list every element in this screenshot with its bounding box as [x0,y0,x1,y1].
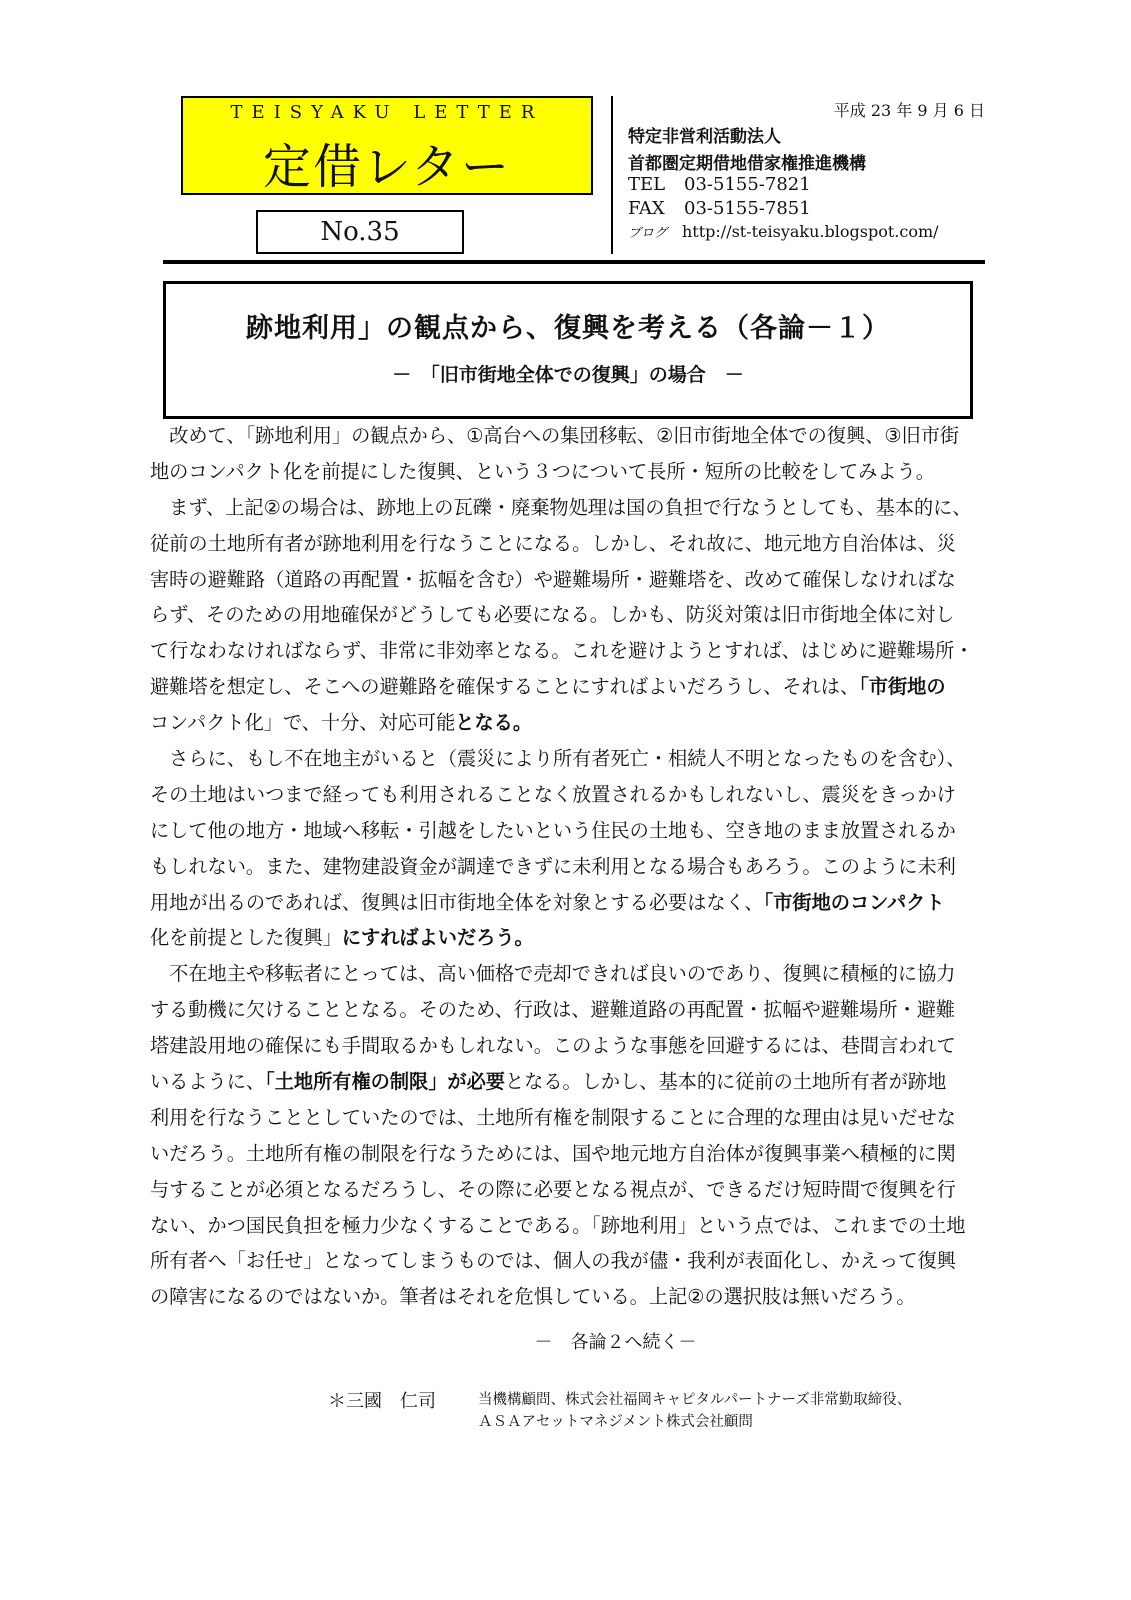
author-affiliation-1: 当機構顧問、株式会社福岡キャピタルパートナーズ非常勤取締役、 [478,1392,912,1408]
body-emphasis: となる。 [455,711,533,735]
body-text: て行なわなければならず、非常に非効率となる。これを避けようとすれば、はじめに避難場所・ [150,639,974,663]
body-text: もしれない。また、建物建設資金が調達できずに未利用となる場合もあろう。このように未利 [150,854,956,878]
body-line [150,1064,986,1100]
vertical-divider [611,96,613,254]
body-line [150,526,986,562]
body-line [150,633,986,669]
body-emphasis: 「市街地の [859,675,946,699]
tel-line [628,174,811,195]
body-text: 不在地主や移転者にとっては、高い価格で売却できれば良いのであり、復興に積極的に協力 [150,962,956,986]
body-line [150,562,986,598]
continued-note: － 各論２へ続く－ [534,1332,697,1353]
article-title: 跡地利用」の観点から、復興を考える（各論－１） [246,313,890,344]
body-line [150,1208,986,1244]
body-text: さらに、もし不在地主がいると（震災により所有者死亡・相続人不明となったものを含む）、 [150,747,966,771]
body-text: にして他の地方・地域へ移転・引越をしたいという住民の土地も、空き地のまま放置されるか [150,818,956,842]
body-line [150,1243,986,1279]
body-emphasis: 「市街地のコンパクト [763,890,945,914]
body-text: 用地が出るのであれば、復興は旧市街地全体を対象とする必要はなく、 [150,890,764,914]
body-line [150,1172,986,1208]
blog-line [628,221,939,242]
body-line [150,490,986,526]
body-text: いるように、 [150,1070,266,1094]
body-line [150,813,986,849]
body-text: ない、かつ国民負担を極力少なくすることである。「跡地利用」という点では、これまでの土地 [150,1213,966,1237]
header-rule [163,260,985,264]
body-text: 従前の土地所有者が跡地利用を行なうことになる。しかし、それ故に、地元地方自治体は、災 [150,531,956,555]
body-text: となる。しかし、基本的に従前の土地所有者が跡地 [504,1070,947,1094]
masthead-english: TEISYAKU LETTER [230,102,544,123]
body-line [150,1028,986,1064]
body-text: 利用を行なうこととしていたのでは、土地所有権を制限することに合理的な理由は見いだせな [150,1105,956,1129]
body-line [150,741,986,777]
body-text: 与することが必須となるだろうし、その際に必要となる視点が、できるだけ短時間で復興を行 [150,1177,956,1201]
body-text: いだろう。土地所有権の制限を行なうためには、国や地元地方自治体が復興事業へ積極的に関 [150,1141,956,1165]
body-line [150,849,986,885]
body-line [150,992,986,1028]
body-line [150,885,986,921]
tel-label: TEL [628,174,666,195]
masthead-japanese: 定借レター [262,139,512,195]
blog-url[interactable]: http://st-teisyaku.blogspot.com/ [682,222,939,241]
masthead-box [181,96,593,195]
body-line [150,705,986,741]
body-text: らず、そのための用地確保がどうしても必要になる。しかも、防災対策は旧市街地全体に対し [150,603,955,627]
body-text: 改めて、「跡地利用」の観点から、①高台への集団移転、②旧市街地全体での復興、③旧市街 [150,424,960,447]
tel-number: 03-5155-7821 [684,174,811,195]
body-line [150,920,986,956]
body-text: 化を前提とした復興」 [150,926,342,950]
body-text: 避難塔を想定し、そこへの避難路を確保することにすればよいだろうし、それは、 [150,675,860,699]
body-line [150,1136,986,1172]
blog-label: ブログ [628,226,668,241]
body-line [150,956,986,992]
body-text: する動機に欠けることとなる。そのため、行政は、避難道路の再配置・拡幅や避難場所・避難 [150,998,956,1022]
body-emphasis: 「土地所有権の制限」が必要 [265,1070,505,1094]
body-text: 地のコンパクト化を前提にした復興、という３つについて長所・短所の比較をしてみよう。 [150,459,935,483]
body-text: コンパクト化」で、十分、対応可能 [150,711,456,735]
body-line [150,777,986,813]
fax-label: FAX [628,198,665,219]
fax-number: 03-5155-7851 [684,198,811,219]
body-line [150,454,986,490]
body-emphasis: にすればよいだろう。 [341,926,534,950]
body-text: 所有者へ「お任せ」となってしまうものでは、個人の我が儘・我利が表面化し、かえって復興 [150,1249,956,1273]
body-text: の障害になるのではないか。筆者はそれを危惧している。上記②の選択肢は無いだろう。 [150,1285,916,1309]
body-line [150,1279,986,1315]
body-line [150,669,986,705]
org-name: 首都圏定期借地借家権推進機構 [628,154,866,174]
article-subtitle: － 「旧市街地全体での復興」の場合 － [392,364,744,386]
article-body [150,418,986,1315]
body-text: その土地はいつまで経っても利用されることなく放置されるかもしれないし、震災をきっかけ [150,782,956,806]
body-text: まず、上記②の場合は、跡地上の瓦礫・廃棄物処理は国の負担で行なうとしても、基本的に、 [150,495,972,519]
body-text: 害時の避難路（道路の再配置・拡幅を含む）や避難場所・避難塔を、改めて確保しなければな [150,567,956,591]
fax-line [628,198,811,219]
body-line [150,1100,986,1136]
author-affiliation-2: ＡＳＡアセットマネジメント株式会社顧問 [478,1414,753,1430]
issue-date: 平成 23 年 9 月 6 日 [833,101,985,120]
body-text: 塔建設用地の確保にも手間取るかもしれない。このような事態を回避するには、巷間言われて [150,1034,956,1058]
issue-number: No.35 [256,210,464,254]
title-box [163,281,973,419]
body-line [150,418,986,454]
body-line [150,597,986,633]
org-type: 特定非営利活動法人 [628,127,781,147]
author-name: ＊三國 仁司 [328,1391,436,1412]
